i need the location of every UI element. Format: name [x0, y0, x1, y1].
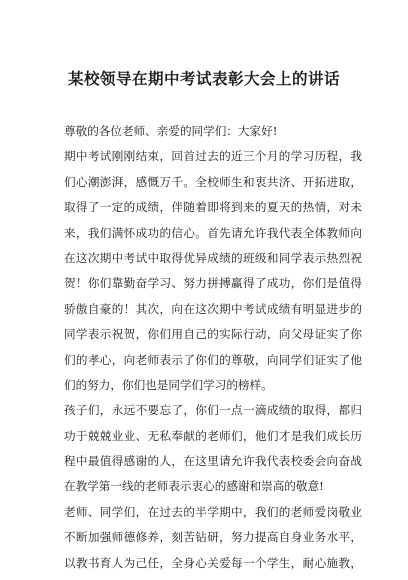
body-line: 以教书育人为己任，全身心关爱每一个学生，耐心施教， [64, 555, 362, 570]
body-line: 期中考试刚刚结束，回首过去的近三个月的学习历程，我 [64, 149, 362, 164]
body-line: 取得了一定的成绩，伴随着即将到来的夏天的热情，对未 [64, 200, 362, 215]
body-line: 们心潮澎湃，感慨万千。全校师生和衷共济、开拓进取， [64, 174, 362, 189]
document-body [64, 119, 362, 576]
body-line: 老师、同学们，在过去的半学期中，我们的老师爱岗敬业 [64, 504, 362, 519]
body-line: 在教学第一线的老师表示衷心的感谢和崇高的敬意! [64, 479, 324, 494]
body-line: 们的努力，你们也是同学们学习的榜样。 [64, 377, 273, 392]
body-line: 贺！你们靠勤奋学习、努力拼搏赢得了成功，你们是值得 [64, 276, 362, 291]
body-line: 骄傲自豪的！其次，向在这次期中考试成绩有明显进步的 [64, 301, 362, 316]
document-title: 某校领导在期中考试表彰大会上的讲话 [67, 69, 340, 88]
body-line: 在这次期中考试中取得优异成绩的班级和同学表示热烈祝 [64, 250, 362, 265]
body-line: 同学表示祝贺，你们用自己的实际行动，向父母证实了你 [64, 327, 362, 342]
body-line: 来，我们满怀成功的信心。首先请允许我代表全体教师向 [64, 225, 362, 240]
body-line: 孩子们，永远不要忘了，你们一点一滴成绩的取得，都归 [64, 403, 362, 418]
body-line: 不断加强师德修养，刻苦钻研，努力提高自身业务水平， [64, 530, 362, 545]
body-line: 程中最值得感谢的人，在这里请允许我代表校委会向奋战 [64, 454, 362, 469]
body-line: 尊敬的各位老师、亲爱的同学们：大家好! [64, 124, 278, 138]
body-line: 功于兢兢业业、无私奉献的老师们，他们才是我们成长历 [64, 428, 362, 443]
body-line: 们的孝心，向老师表示了你们的尊敬，向同学们证实了他 [64, 352, 362, 367]
